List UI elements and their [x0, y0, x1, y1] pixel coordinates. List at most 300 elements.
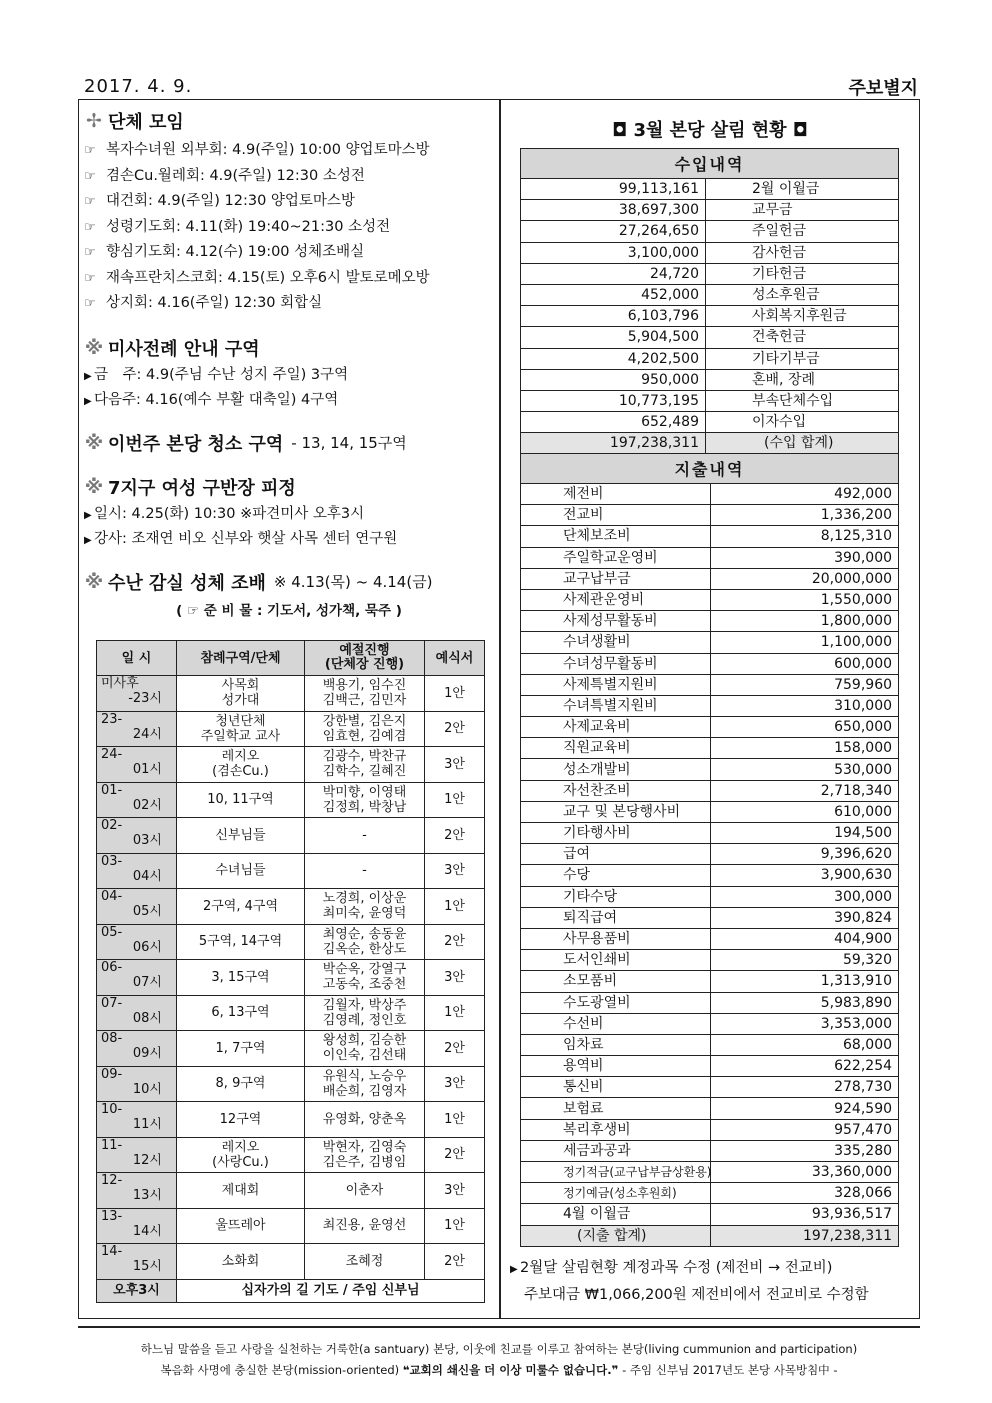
- expense-total-amount: 197,238,311: [711, 1225, 899, 1246]
- income-total-row: [521, 433, 899, 454]
- expense-amount: 5,983,890: [711, 992, 899, 1013]
- time-end: 24시: [132, 726, 162, 742]
- finance-note-2: 주보대금 ₩1,066,200원 제전비에서 전교비로 수정함: [524, 1287, 869, 1303]
- expense-row: [521, 801, 899, 822]
- expense-row: [521, 865, 899, 886]
- expense-label: 직원교육비: [521, 738, 711, 759]
- expense-row: [521, 611, 899, 632]
- schedule-row: [97, 676, 485, 712]
- expense-label: 급여: [521, 844, 711, 865]
- schedule-rite-cell: 1안: [425, 1208, 485, 1244]
- expense-label: 수녀성무활동비: [521, 653, 711, 674]
- list-item: [84, 388, 494, 414]
- footer-source: - 주임 신부님 2017년도 본당 사목방침中 -: [622, 1363, 838, 1377]
- expense-label: 전교비: [521, 505, 711, 526]
- schedule-rite-cell: 2안: [425, 1137, 485, 1173]
- cross-ornament-icon: ✢: [86, 110, 102, 132]
- schedule-time-cell: [97, 960, 177, 996]
- expense-label: 보험료: [521, 1098, 711, 1119]
- expense-row: [521, 907, 899, 928]
- time-end: 04시: [132, 868, 162, 884]
- time-start: 14-: [101, 1244, 123, 1259]
- list-item: [84, 138, 494, 164]
- section-district-retreat: [84, 474, 494, 500]
- list-item: [84, 266, 494, 292]
- time-start: 미사후: [101, 676, 139, 691]
- time-end: 11시: [132, 1117, 162, 1132]
- schedule-leader-cell: 최진용, 윤영선: [305, 1208, 425, 1244]
- schedule-time-cell: [97, 676, 177, 712]
- pointing-hand-icon: ☞: [84, 245, 96, 260]
- schedule-time-cell: [97, 1102, 177, 1138]
- expense-amount: 33,360,000: [711, 1162, 899, 1183]
- cleaning-areas: - 13, 14, 15구역: [291, 434, 407, 452]
- left-column: [84, 108, 494, 619]
- expense-row: [521, 1013, 899, 1034]
- expense-label: 수녀생활비: [521, 632, 711, 653]
- col-header-group: 참례구역/단체: [177, 641, 305, 676]
- col-header-leader: 예절진행 (단체장 진행): [305, 641, 425, 676]
- list-item: [84, 240, 494, 266]
- list-item: [84, 291, 494, 317]
- expense-label: 사제관운영비: [521, 589, 711, 610]
- expense-row: [521, 971, 899, 992]
- expense-row: [521, 1098, 899, 1119]
- schedule-leader-cell: 유원식, 노승우 배순희, 김영자: [305, 1066, 425, 1102]
- expense-row: [521, 632, 899, 653]
- income-row: [521, 284, 899, 305]
- expense-amount: 2,718,340: [711, 780, 899, 801]
- adoration-dates: ※ 4.13(목) ~ 4.14(금): [273, 573, 433, 591]
- time-start: 06-: [101, 960, 123, 975]
- income-label: 이자수입: [706, 412, 899, 433]
- expense-label: 수도광열비: [521, 992, 711, 1013]
- schedule-leader-cell: 이춘자: [305, 1173, 425, 1209]
- expense-row: [521, 1140, 899, 1161]
- expense-row: [521, 695, 899, 716]
- list-item-text: 겸손Cu.월레회: 4.9(주일) 12:30 소성전: [106, 167, 365, 184]
- pointing-hand-icon: ☞: [84, 194, 96, 209]
- expense-label: 퇴직급여: [521, 907, 711, 928]
- income-header: 수입내역: [521, 149, 899, 179]
- list-item: [84, 363, 494, 389]
- income-label: 성소후원금: [706, 284, 899, 305]
- schedule-rite-cell: 2안: [425, 711, 485, 747]
- section-mass-area: [84, 335, 494, 361]
- schedule-leader-cell: 박순옥, 강열구 고동숙, 조중천: [305, 960, 425, 996]
- time-start: 02-: [101, 818, 123, 833]
- expense-row: [521, 928, 899, 949]
- schedule-row: [97, 853, 485, 889]
- footer-divider: [78, 1326, 920, 1328]
- expense-label: 기타수당: [521, 886, 711, 907]
- income-total-label: (수입 합계): [706, 433, 899, 454]
- schedule-time-cell: [97, 1244, 177, 1280]
- income-row: [521, 306, 899, 327]
- section-title: 미사전례 안내 구역: [108, 338, 260, 360]
- expense-row: [521, 992, 899, 1013]
- income-row: [521, 263, 899, 284]
- schedule-leader-cell: 유영화, 양춘옥: [305, 1102, 425, 1138]
- income-amount: 99,113,161: [521, 179, 706, 200]
- income-label: 사회복지후원금: [706, 306, 899, 327]
- schedule-leader-cell: 강한별, 김은지 임효현, 김예겸: [305, 711, 425, 747]
- schedule-row: [97, 1137, 485, 1173]
- asterisk-ornament-icon: ※: [84, 570, 104, 593]
- schedule-time-cell: [97, 1066, 177, 1102]
- list-item-text: 성령기도회: 4.11(화) 19:40~21:30 소성전: [106, 218, 391, 235]
- finance-title: ◘ 3월 본당 살림 현황 ◘: [612, 120, 808, 141]
- expense-row: [521, 568, 899, 589]
- schedule-group-cell: 사목회 성가대: [177, 676, 305, 712]
- expense-row: [521, 844, 899, 865]
- income-row: [521, 179, 899, 200]
- schedule-rite-cell: 2안: [425, 924, 485, 960]
- pointing-hand-icon: ☞: [84, 168, 96, 184]
- schedule-leader-cell: 백용기, 임수진 김백근, 김민자: [305, 676, 425, 712]
- expense-label: 소모품비: [521, 971, 711, 992]
- bulletin-date: 2017. 4. 9.: [84, 76, 193, 97]
- expense-amount: 158,000: [711, 738, 899, 759]
- schedule-group-cell: 제대회: [177, 1173, 305, 1209]
- footer-quote: ❝교회의 쇄신을 더 이상 미룰수 없습니다.❞: [402, 1363, 619, 1377]
- income-amount: 3,100,000: [521, 242, 706, 263]
- schedule-group-cell: 6, 13구역: [177, 995, 305, 1031]
- income-label: 교무금: [706, 200, 899, 221]
- income-table: [520, 148, 899, 454]
- time-start: 08-: [101, 1031, 123, 1046]
- schedule-rite-cell: 1안: [425, 995, 485, 1031]
- income-amount: 38,697,300: [521, 200, 706, 221]
- list-item-text: 복자수녀원 외부회: 4.9(주일) 10:00 양업토마스방: [106, 142, 430, 158]
- list-item-text: 상지회: 4.16(주일) 12:30 회합실: [106, 295, 323, 311]
- col-header-time: 일 시: [97, 641, 177, 676]
- expense-total-row: [521, 1225, 899, 1246]
- schedule-time-cell: [97, 782, 177, 818]
- schedule-leader-cell: 왕성희, 김승한 이인숙, 김선태: [305, 1031, 425, 1067]
- expense-label: 사제특별지원비: [521, 674, 711, 695]
- expense-amount: 1,313,910: [711, 971, 899, 992]
- expense-amount: 530,000: [711, 759, 899, 780]
- expense-amount: 1,550,000: [711, 589, 899, 610]
- income-label: 혼배, 장례: [706, 369, 899, 390]
- income-row: [521, 221, 899, 242]
- asterisk-ornament-icon: ※: [84, 431, 104, 454]
- income-amount: 6,103,796: [521, 306, 706, 327]
- expense-label: 단체보조비: [521, 526, 711, 547]
- schedule-row: [97, 1102, 485, 1138]
- triangle-bullet-icon: ▶: [510, 1264, 518, 1275]
- schedule-leader-cell: -: [305, 818, 425, 854]
- income-label: 건축헌금: [706, 327, 899, 348]
- list-item-text: 다음주: 4.16(예수 부활 대축일) 4구역: [94, 392, 339, 408]
- district-list: [84, 502, 494, 553]
- list-item: [84, 164, 494, 190]
- schedule-group-cell: 레지오 (사랑Cu.): [177, 1137, 305, 1173]
- schedule-row: [97, 1173, 485, 1209]
- income-row: [521, 348, 899, 369]
- schedule-group-cell: 8, 9구역: [177, 1066, 305, 1102]
- expense-amount: 59,320: [711, 950, 899, 971]
- time-end: -23시: [128, 691, 162, 706]
- time-end: 01시: [132, 762, 162, 777]
- section-title: 7지구 여성 구반장 피정: [108, 477, 296, 499]
- income-label: 기타헌금: [706, 263, 899, 284]
- time-end: 12시: [132, 1152, 162, 1168]
- income-row: [521, 412, 899, 433]
- expense-row: [521, 886, 899, 907]
- expense-amount: 390,824: [711, 907, 899, 928]
- time-end: 05시: [132, 904, 162, 919]
- income-label: 2월 이월금: [706, 179, 899, 200]
- pointing-hand-icon: ☞: [84, 143, 96, 158]
- schedule-leader-cell: 조혜정: [305, 1244, 425, 1280]
- expense-amount: 1,336,200: [711, 505, 899, 526]
- list-item-text: 향심기도회: 4.12(수) 19:00 성체조배실: [106, 244, 365, 260]
- pointing-hand-icon: ☞: [84, 270, 96, 286]
- schedule-group-cell: 1, 7구역: [177, 1031, 305, 1067]
- time-end: 06시: [132, 939, 162, 955]
- schedule-time-cell: [97, 889, 177, 925]
- expense-row: [521, 759, 899, 780]
- expense-row: [521, 1077, 899, 1098]
- triangle-bullet-icon: ▶: [84, 396, 92, 407]
- schedule-group-cell: 울뜨레아: [177, 1208, 305, 1244]
- schedule-row: [97, 960, 485, 996]
- expense-label: 사제교육비: [521, 717, 711, 738]
- schedule-time-cell: [97, 747, 177, 783]
- expense-row: [521, 1034, 899, 1055]
- expense-amount: 492,000: [711, 484, 899, 505]
- list-item: [84, 502, 494, 528]
- expense-amount: 68,000: [711, 1034, 899, 1055]
- schedule-time-cell: [97, 1173, 177, 1209]
- schedule-rite-cell: 2안: [425, 818, 485, 854]
- time-end: 03시: [132, 833, 162, 848]
- income-amount: 950,000: [521, 369, 706, 390]
- time-end: 13시: [132, 1188, 162, 1203]
- time-end: 15시: [132, 1259, 162, 1274]
- expense-row: [521, 526, 899, 547]
- time-end: 10시: [132, 1081, 162, 1097]
- schedule-time-cell: [97, 995, 177, 1031]
- expense-amount: 3,900,630: [711, 865, 899, 886]
- expense-row: [521, 674, 899, 695]
- finance-note-1: [510, 1256, 832, 1277]
- expense-amount: 310,000: [711, 695, 899, 716]
- footer-line-2: [78, 1362, 920, 1378]
- expense-row: [521, 505, 899, 526]
- expense-table: [520, 453, 899, 1247]
- list-item-text: 재속프란치스코회: 4.15(토) 오후6시 발토로메오방: [106, 269, 430, 286]
- expense-label: 수선비: [521, 1013, 711, 1034]
- schedule-group-cell: 2구역, 4구역: [177, 889, 305, 925]
- income-row: [521, 242, 899, 263]
- expense-amount: 3,353,000: [711, 1013, 899, 1034]
- schedule-rite-cell: 2안: [425, 1031, 485, 1067]
- schedule-group-cell: 신부님들: [177, 818, 305, 854]
- time-end: 09시: [132, 1046, 162, 1061]
- footer-mission: 복음화 사명에 충실한 본당(mission-oriented): [160, 1363, 400, 1377]
- expense-label: 수녀특별지원비: [521, 695, 711, 716]
- schedule-leader-cell: 김광수, 박찬규 김학수, 길혜진: [305, 747, 425, 783]
- schedule-rite-cell: 3안: [425, 1066, 485, 1102]
- list-item-text: 대건회: 4.9(주일) 12:30 양업토마스방: [106, 193, 355, 209]
- time-start: 04-: [101, 889, 123, 904]
- income-total-amount: 197,238,311: [521, 433, 706, 454]
- expense-row: [521, 484, 899, 505]
- schedule-row: [97, 1031, 485, 1067]
- schedule-final-row: [97, 1279, 485, 1302]
- section-title: 이번주 본당 청소 구역: [108, 433, 284, 455]
- schedule-time-cell: [97, 711, 177, 747]
- expense-amount: 20,000,000: [711, 568, 899, 589]
- schedule-group-cell: 청년단체 주일학교 교사: [177, 711, 305, 747]
- expense-amount: 650,000: [711, 717, 899, 738]
- schedule-rite-cell: 2안: [425, 1244, 485, 1280]
- schedule-group-cell: 5구역, 14구역: [177, 924, 305, 960]
- expense-row: [521, 1204, 899, 1225]
- expense-row: [521, 589, 899, 610]
- adoration-prep-items: ( ☞ 준 비 물 : 기도서, 성가책, 묵주 ): [176, 602, 402, 619]
- expense-label: 수당: [521, 865, 711, 886]
- time-end: 07시: [132, 975, 162, 990]
- schedule-group-cell: 3, 15구역: [177, 960, 305, 996]
- time-start: 07-: [101, 995, 123, 1011]
- asterisk-ornament-icon: ※: [84, 336, 104, 359]
- schedule-row: [97, 1208, 485, 1244]
- schedule-header-row: [97, 641, 485, 676]
- expense-amount: 278,730: [711, 1077, 899, 1098]
- mass-area-list: [84, 363, 494, 414]
- expense-total-label: (지출 합계): [521, 1225, 711, 1246]
- group-meeting-list: [84, 138, 494, 317]
- expense-label: 제전비: [521, 484, 711, 505]
- expense-amount: 9,396,620: [711, 844, 899, 865]
- list-item-text: 강사: 조재연 비오 신부와 햇살 사목 센터 연구원: [94, 531, 398, 547]
- schedule-row: [97, 1244, 485, 1280]
- time-start: 09-: [101, 1066, 123, 1082]
- expense-label: 4월 이월금: [521, 1204, 711, 1225]
- schedule-rite-cell: 1안: [425, 782, 485, 818]
- expense-amount: 622,254: [711, 1056, 899, 1077]
- schedule-rite-cell: 3안: [425, 960, 485, 996]
- expense-amount: 335,280: [711, 1140, 899, 1161]
- income-amount: 27,264,650: [521, 221, 706, 242]
- expense-amount: 924,590: [711, 1098, 899, 1119]
- expense-amount: 8,125,310: [711, 526, 899, 547]
- triangle-bullet-icon: ▶: [84, 535, 92, 546]
- income-row: [521, 200, 899, 221]
- schedule-time-cell: [97, 1208, 177, 1244]
- expense-amount: 1,100,000: [711, 632, 899, 653]
- expense-label: 정기예금(성소후원회): [521, 1183, 711, 1204]
- income-amount: 10,773,195: [521, 390, 706, 411]
- schedule-row: [97, 711, 485, 747]
- triangle-bullet-icon: ▶: [84, 370, 92, 382]
- time-start: 10-: [101, 1102, 123, 1117]
- time-start: 24-: [101, 747, 123, 762]
- time-start: 03-: [101, 853, 123, 869]
- expense-label: 교구납부금: [521, 568, 711, 589]
- schedule-group-cell: 수녀님들: [177, 853, 305, 889]
- triangle-bullet-icon: ▶: [84, 509, 92, 521]
- expense-label: 복리후생비: [521, 1119, 711, 1140]
- expense-amount: 759,960: [711, 674, 899, 695]
- expense-row: [521, 780, 899, 801]
- income-amount: 24,720: [521, 263, 706, 284]
- schedule-group-cell: 10, 11구역: [177, 782, 305, 818]
- schedule-leader-cell: 박미향, 이영태 김정희, 박창남: [305, 782, 425, 818]
- expense-label: 도서인쇄비: [521, 950, 711, 971]
- schedule-row: [97, 1066, 485, 1102]
- schedule-leader-cell: 노경희, 이상운 최미숙, 윤영덕: [305, 889, 425, 925]
- income-label: 부속단체수입: [706, 390, 899, 411]
- note-text: 2월달 살림현황 계정과목 수정 (제전비 → 전교비): [520, 1260, 833, 1276]
- expense-amount: 610,000: [711, 801, 899, 822]
- expense-label: 기타행사비: [521, 823, 711, 844]
- schedule-time-cell: [97, 924, 177, 960]
- section-title: 단체 모임: [108, 112, 184, 133]
- schedule-rite-cell: 1안: [425, 676, 485, 712]
- expense-label: 사무용품비: [521, 928, 711, 949]
- schedule-group-cell: 소화회: [177, 1244, 305, 1280]
- income-row: [521, 369, 899, 390]
- time-start: 11-: [101, 1137, 123, 1153]
- expense-amount: 194,500: [711, 823, 899, 844]
- expense-row: [521, 653, 899, 674]
- expense-amount: 300,000: [711, 886, 899, 907]
- column-divider: [499, 99, 501, 1319]
- expense-row: [521, 547, 899, 568]
- schedule-group-cell: 12구역: [177, 1102, 305, 1138]
- list-item-text: 일시: 4.25(화) 10:30 ※파견미사 오후3시: [94, 505, 365, 522]
- expense-label: 통신비: [521, 1077, 711, 1098]
- section-title: 수난 감실 성체 조배: [108, 572, 266, 594]
- pointing-hand-icon: ☞: [84, 219, 96, 235]
- expense-label: 주일학교운영비: [521, 547, 711, 568]
- section-cleaning: [84, 430, 494, 456]
- income-label: 주일헌금: [706, 221, 899, 242]
- list-item-text: 금 주: 4.9(주님 수난 성지 주일) 3구역: [94, 366, 349, 383]
- list-item: [84, 189, 494, 215]
- time-start: 23-: [101, 711, 123, 727]
- list-item: [84, 215, 494, 241]
- expense-row: [521, 823, 899, 844]
- expense-amount: 1,800,000: [711, 611, 899, 632]
- income-amount: 5,904,500: [521, 327, 706, 348]
- expense-label: 자선찬조비: [521, 780, 711, 801]
- income-amount: 652,489: [521, 412, 706, 433]
- final-text-cell: 십자가의 길 기도 / 주임 신부님: [177, 1279, 485, 1302]
- time-start: 13-: [101, 1208, 123, 1224]
- schedule-rite-cell: 1안: [425, 889, 485, 925]
- schedule-time-cell: [97, 818, 177, 854]
- expense-row: [521, 950, 899, 971]
- expense-label: 사제성무활동비: [521, 611, 711, 632]
- income-row: [521, 390, 899, 411]
- schedule-rite-cell: 3안: [425, 853, 485, 889]
- expense-label: 정기적금(교구납부금상환용): [521, 1162, 711, 1183]
- time-end: 08시: [132, 1010, 162, 1026]
- expense-label: 임차료: [521, 1034, 711, 1055]
- income-label: 기타기부금: [706, 348, 899, 369]
- schedule-row: [97, 782, 485, 818]
- section-adoration: [84, 569, 494, 595]
- schedule-rite-cell: 1안: [425, 1102, 485, 1138]
- expense-row: [521, 738, 899, 759]
- schedule-rite-cell: 3안: [425, 747, 485, 783]
